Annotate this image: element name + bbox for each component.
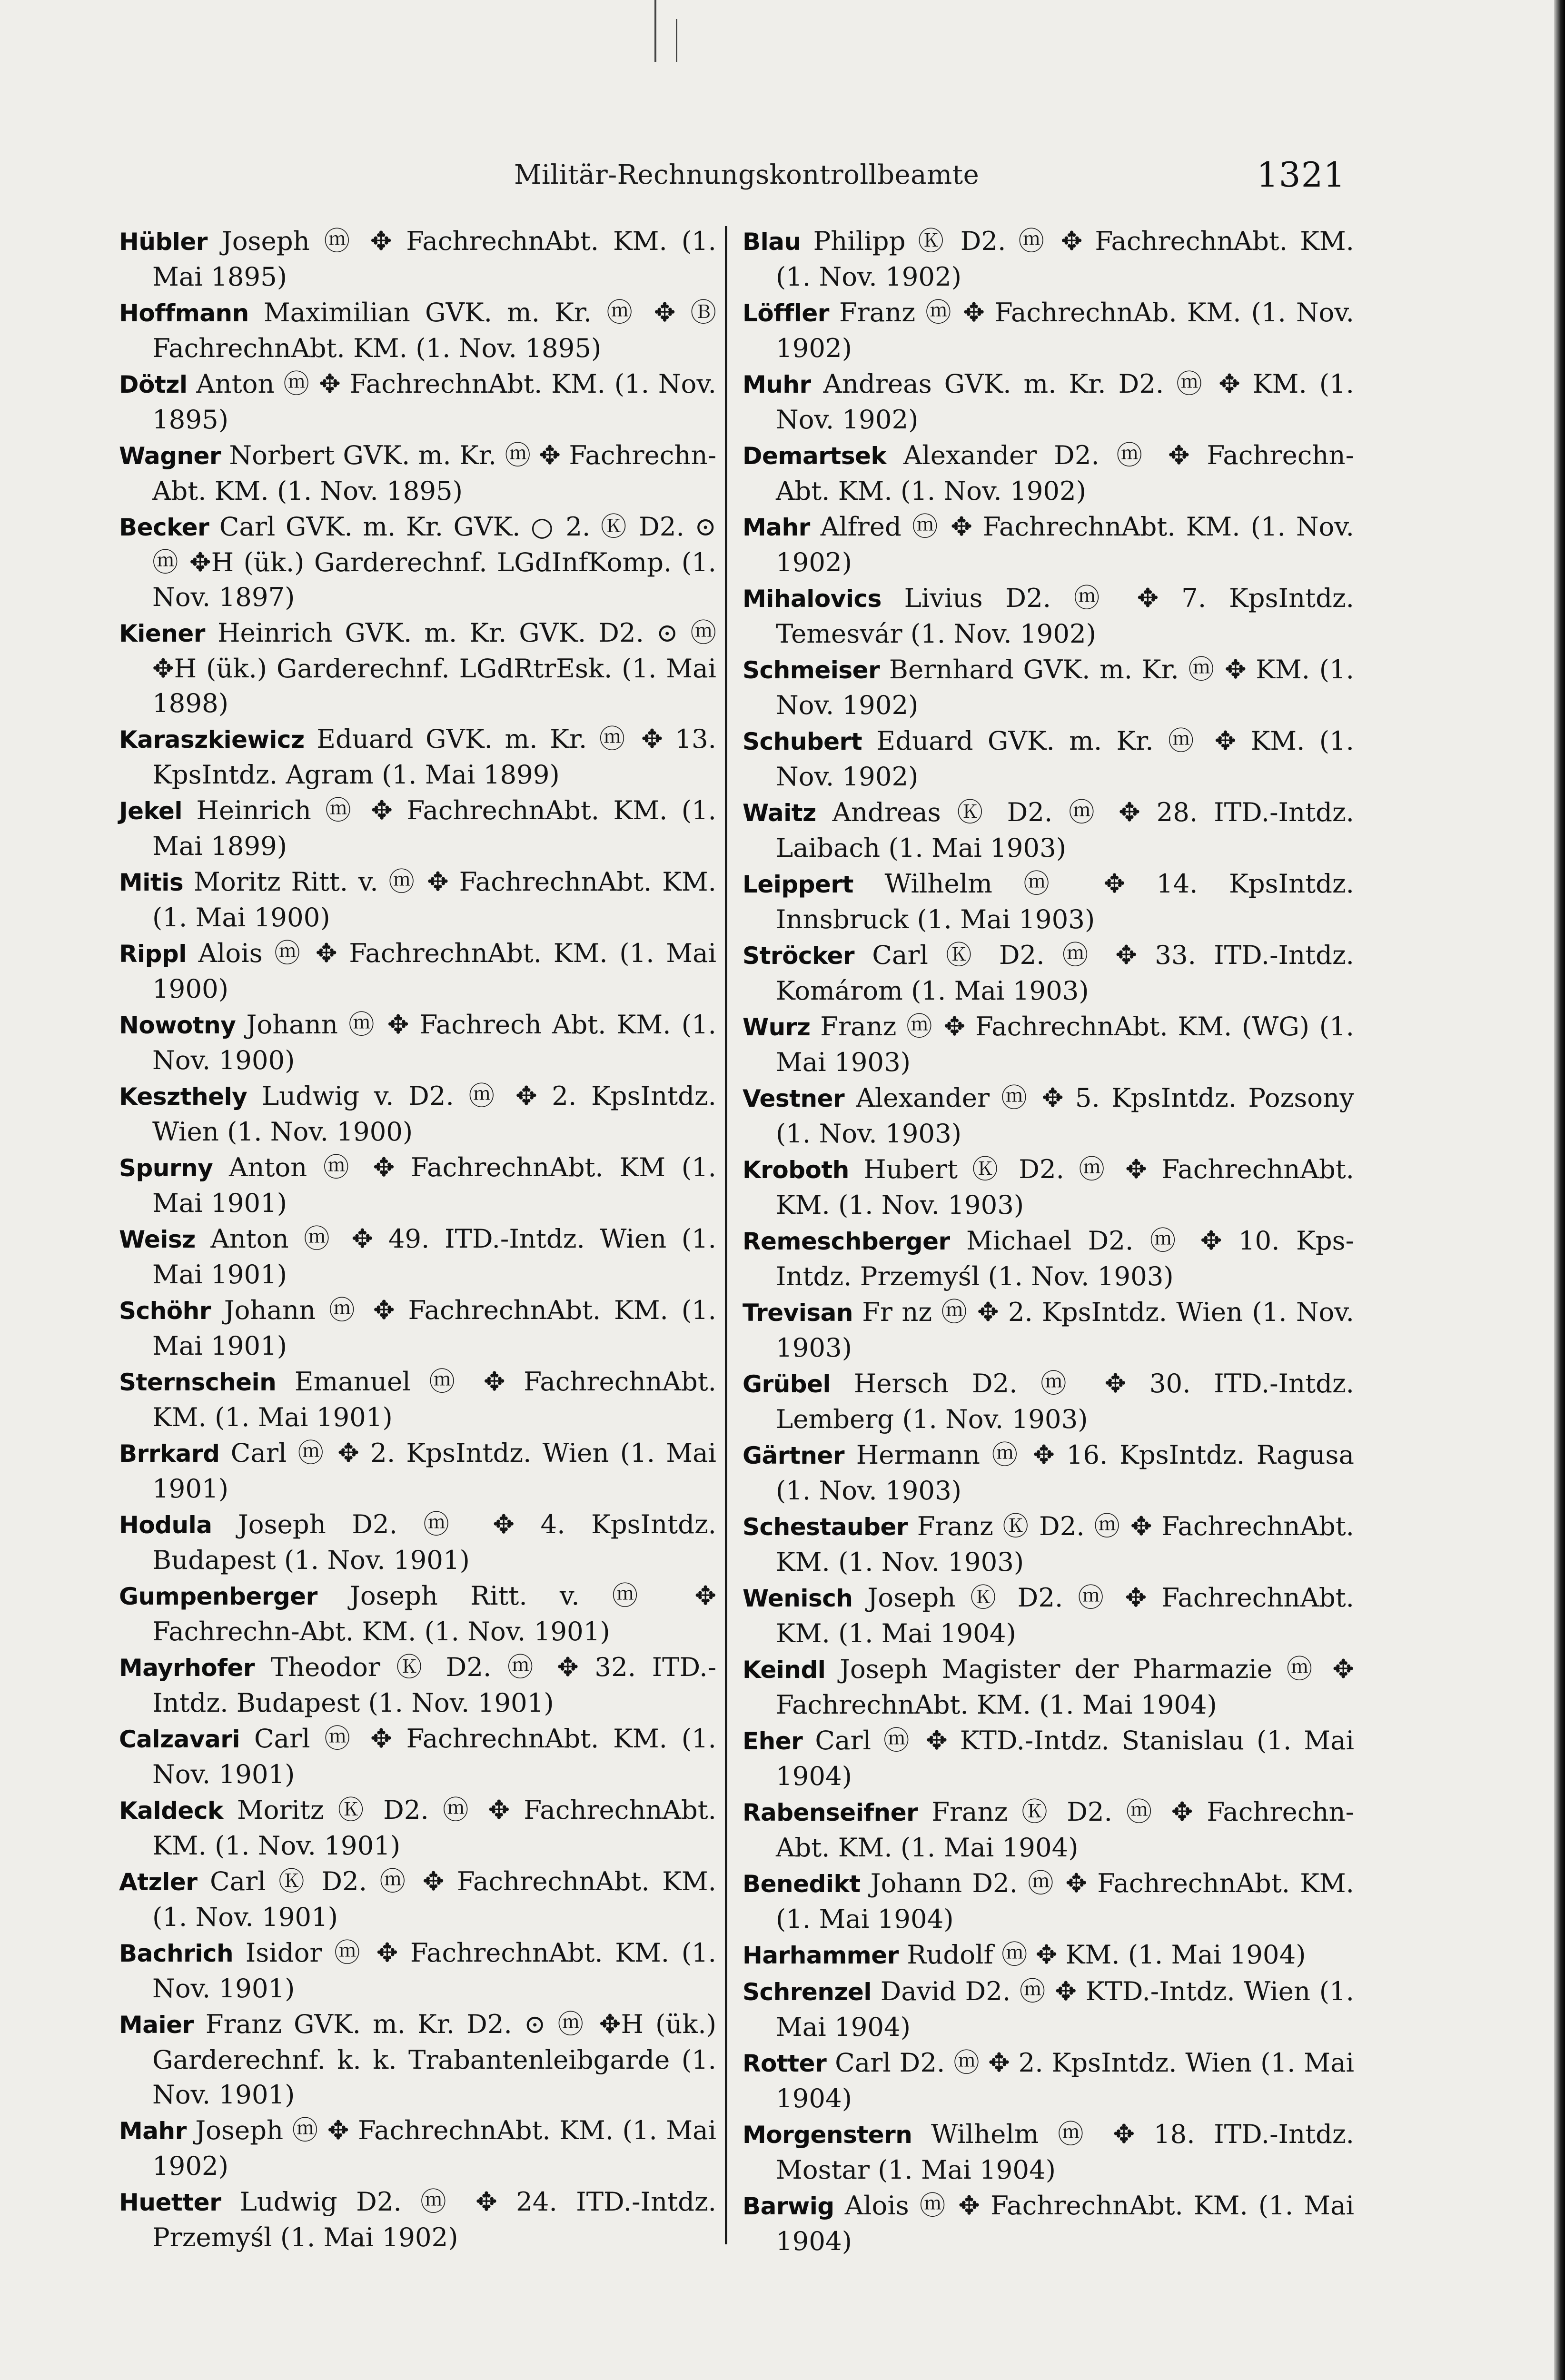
entry-details: Alexander ⓜ ✥ 5. KpsIntdz. Pozsony (1. Nov. 1903) — [776, 1082, 1363, 1149]
running-title: Militär-Rechnungskontrollbeamte — [514, 159, 980, 190]
entry-details: Wilhelm ⓜ ✥ 14. KpsIntdz. Innsbruck (1. Mai 1903) — [776, 868, 1363, 934]
entry-details: David D2. ⓜ ✥ KTD.-Intdz. Wien (1. Mai 1904) — [776, 1976, 1363, 2042]
entry-surname: Jekel — [119, 797, 182, 825]
register-entry — [743, 1723, 1363, 1794]
entry-surname: Leippert — [743, 871, 853, 898]
entry-surname: Brrkard — [119, 1440, 220, 1468]
entry-details: Norbert GVK. m. Kr. ⓜ ✥ Fachrechn-Abt. KM. (1. Nov. 1895) — [152, 440, 716, 506]
entry-details: Maximilian GVK. m. Kr. ⓜ ✥ Ⓑ FachrechnAbt. KM. (1. Nov. 1895) — [152, 297, 725, 363]
entry-details: Carl ⓜ ✥ 2. KpsIntdz. Wien (1. Mai 1901) — [152, 1438, 725, 1504]
entry-surname: Muhr — [743, 371, 811, 398]
entry-details: Eduard GVK. m. Kr. ⓜ ✥ 13. KpsIntdz. Agram (1. Mai 1899) — [152, 724, 725, 790]
entry-details: Philipp Ⓚ D2. ⓜ ✥ FachrechnAbt. KM. (1. Nov. 1902) — [776, 226, 1363, 292]
register-entry — [119, 1578, 725, 1649]
entry-surname: Keszthely — [119, 1083, 248, 1111]
entry-details: Johann D2. ⓜ ✥ FachrechnAbt. KM. (1. Mai 1904) — [776, 1868, 1363, 1934]
entry-details: Hubert Ⓚ D2. ⓜ ✥ FachrechnAbt. KM. (1. Nov. 1903) — [776, 1154, 1363, 1220]
entry-details: Isidor ⓜ ✥ FachrechnAbt. KM. (1. Nov. 1901) — [152, 1937, 725, 2003]
register-entry — [743, 1580, 1363, 1651]
register-entry — [119, 509, 725, 615]
register-entry — [743, 938, 1363, 1008]
register-entry — [743, 509, 1363, 580]
entry-details: Eduard GVK. m. Kr. ⓜ ✥ KM. (1. Nov. 1902) — [776, 725, 1363, 792]
entry-surname: Trevisan — [743, 1299, 853, 1327]
entry-details: Moritz Ⓚ D2. ⓜ ✥ FachrechnAbt. KM. (1. Nov. 1901) — [152, 1795, 725, 1861]
entry-surname: Barwig — [743, 2192, 834, 2220]
entry-details: Moritz Ritt. v. ⓜ ✥ FachrechnAbt. KM. (1. Mai 1900) — [152, 866, 725, 932]
register-entry — [743, 1081, 1363, 1151]
register-entry — [743, 1974, 1363, 2044]
entry-details: Johann ⓜ ✥ Fachrech Abt. KM. (1. Nov. 1900) — [152, 1009, 725, 1075]
entry-surname: Mitis — [119, 869, 184, 896]
register-entry — [119, 2184, 725, 2255]
register-entry — [119, 1079, 725, 1149]
register-entry — [743, 1223, 1354, 1294]
register-entry — [743, 1652, 1363, 1722]
register-entry — [119, 793, 725, 863]
entry-details: Heinrich GVK. m. Kr. GVK. D2. ⊙ ⓜ ✥H (ük.) Garderechnf. LGdRtrEsk. (1. Mai 1898) — [152, 617, 725, 718]
register-entry — [119, 1221, 725, 1292]
register-entry — [743, 295, 1363, 366]
register-entry — [119, 2007, 725, 2112]
entry-surname: Wenisch — [743, 1585, 853, 1612]
entry-surname: Maier — [119, 2011, 194, 2039]
entry-surname: Kiener — [119, 620, 205, 647]
register-entry — [743, 652, 1363, 723]
register-entry — [119, 615, 725, 721]
register-entry — [743, 1366, 1363, 1437]
entry-details: Franz GVK. m. Kr. D2. ⊙ ⓜ ✥H (ük.) Garderechnf. k. k. Trabantenleibgarde (1. Nov. 1901) — [152, 2009, 725, 2110]
entry-details: Emanuel ⓜ ✥ FachrechnAbt. KM. (1. Mai 1901) — [152, 1366, 725, 1432]
entry-surname: Ströcker — [743, 942, 855, 970]
entry-surname: Atzler — [119, 1868, 198, 1896]
entry-details: Rudolf ⓜ ✥ KM. (1. Mai 1904) — [907, 1939, 1306, 1970]
entry-details: Joseph Magister der Pharmazie ⓜ ✥ FachrechnAbt. KM. (1. Mai 1904) — [776, 1654, 1363, 1720]
entry-surname: Mahr — [119, 2117, 187, 2145]
entry-details: Joseph Ritt. v. ⓜ ✥ Fachrechn-Abt. KM. (1. Nov. 1901) — [152, 1580, 725, 1646]
entry-surname: Hodula — [119, 1511, 212, 1539]
register-entry — [743, 724, 1363, 794]
register-entry — [119, 1364, 725, 1435]
register-entry — [119, 1293, 725, 1363]
entry-surname: Calzavari — [119, 1726, 240, 1753]
entry-surname: Wagner — [119, 442, 221, 470]
entry-surname: Rabenseifner — [743, 1799, 918, 1826]
register-entry — [743, 1509, 1363, 1579]
entry-surname: Kaldeck — [119, 1797, 223, 1825]
entry-surname: Schubert — [743, 728, 862, 755]
entry-details: Alexander D2. ⓜ ✥ Fachrechn-Abt. KM. (1. Nov. 1902) — [776, 440, 1354, 506]
entry-surname: Vestner — [743, 1085, 845, 1112]
entry-details: Alfred ⓜ ✥ FachrechnAbt. KM. (1. Nov. 1902) — [776, 511, 1363, 577]
register-entry — [119, 936, 725, 1006]
entry-details: Joseph ⓜ ✥ FachrechnAbt. KM. (1. Mai 1902) — [152, 2115, 725, 2181]
entry-details: Joseph ⓜ ✥ FachrechnAbt. KM. (1. Mai 1895) — [152, 226, 725, 292]
entry-surname: Gärtner — [743, 1442, 845, 1469]
entry-surname: Rippl — [119, 940, 187, 968]
register-entry — [119, 295, 725, 366]
entry-details: Franz Ⓚ D2. ⓜ ✥ Fachrechn-Abt. KM. (1. Mai 1904) — [776, 1796, 1354, 1863]
register-entry — [119, 1793, 725, 1863]
register-entry — [743, 2188, 1363, 2259]
entry-surname: Bachrich — [119, 1940, 234, 1967]
entry-surname: Mahr — [743, 514, 810, 541]
entry-surname: Dötzl — [119, 371, 188, 398]
entry-details: Wilhelm ⓜ ✥ 18. ITD.-Intdz. Mostar (1. Mai 1904) — [776, 2119, 1363, 2185]
entry-surname: Sternschein — [119, 1368, 277, 1396]
register-entry — [743, 2045, 1363, 2116]
entry-surname: Karaszkiewicz — [119, 726, 305, 754]
register-entry — [743, 581, 1363, 651]
register-entry — [119, 1436, 725, 1506]
entry-details: Michael D2. ⓜ ✥ 10. Kps-Intdz. Przemyśl (1. Nov. 1903) — [776, 1225, 1354, 1291]
register-entry — [119, 722, 725, 792]
entry-details: Alois ⓜ ✥ FachrechnAbt. KM. (1. Mai 1900) — [152, 938, 725, 1004]
entry-surname: Schrenzel — [743, 1978, 872, 2006]
register-entry — [743, 1795, 1354, 1865]
register-entry — [743, 438, 1354, 508]
register-entry — [119, 1007, 725, 1078]
entry-surname: Nowotny — [119, 1012, 236, 1039]
left-column — [119, 224, 725, 2256]
entry-details: Ludwig D2. ⓜ ✥ 24. ITD.-Intdz. Przemyśl (1. Mai 1902) — [152, 2186, 725, 2252]
register-entry — [119, 1935, 725, 2006]
register-entry — [743, 367, 1363, 437]
register-entry — [743, 1295, 1363, 1365]
entry-details: Hermann ⓜ ✥ 16. KpsIntdz. Ragusa (1. Nov. 1903) — [776, 1439, 1363, 1506]
entry-details: Heinrich ⓜ ✥ FachrechnAbt. KM. (1. Mai 1899) — [152, 795, 725, 861]
page-number: 1321 — [1257, 155, 1346, 195]
entry-surname: Harhammer — [743, 1942, 899, 1969]
entry-surname: Schöhr — [119, 1297, 211, 1325]
entry-surname: Kroboth — [743, 1156, 849, 1184]
right-column — [743, 224, 1363, 2260]
entry-details: Anton ⓜ ✥ FachrechnAbt. KM (1. Mai 1901) — [152, 1152, 725, 1218]
entry-details: Franz Ⓚ D2. ⓜ ✥ FachrechnAbt. KM. (1. Nov. 1903) — [776, 1511, 1363, 1577]
entry-surname: Becker — [119, 514, 209, 541]
register-entry — [743, 2117, 1363, 2187]
entry-details: Carl D2. ⓜ ✥ 2. KpsIntdz. Wien (1. Mai 1904) — [776, 2047, 1363, 2113]
entry-details: Ludwig v. D2. ⓜ ✥ 2. KpsIntdz. Wien (1. Nov. 1900) — [152, 1081, 725, 1147]
register-entry — [119, 1864, 725, 1934]
register-entry — [743, 1866, 1363, 1936]
entry-surname: Benedikt — [743, 1870, 861, 1898]
entry-details: Carl GVK. m. Kr. GVK. ○ 2. Ⓚ D2. ⊙ ⓜ ✥H (ük.) Garderechnf. LGdInfKomp. (1. Nov. 1897) — [152, 511, 725, 612]
entry-surname: Eher — [743, 1727, 803, 1755]
entry-surname: Remeschberger — [743, 1228, 950, 1255]
register-entry — [743, 1009, 1363, 1080]
entry-surname: Mihalovics — [743, 585, 882, 613]
register-entry — [743, 1438, 1363, 1508]
register-entry — [119, 224, 725, 294]
register-entry — [743, 1152, 1363, 1222]
entry-details: Joseph D2. ⓜ ✥ 4. KpsIntdz. Budapest (1. Nov. 1901) — [152, 1509, 725, 1575]
register-entry — [743, 866, 1363, 937]
register-entry — [119, 367, 725, 437]
column-divider — [725, 226, 727, 2244]
entry-details: Fr nz ⓜ ✥ 2. KpsIntdz. Wien (1. Nov. 1903) — [776, 1297, 1363, 1363]
entry-details: Andreas Ⓚ D2. ⓜ ✥ 28. ITD.-Intdz. Laibach (1. Mai 1903) — [776, 797, 1363, 863]
scan-edge — [1554, 0, 1565, 2380]
entry-details: Franz ⓜ ✥ FachrechnAbt. KM. (WG) (1. Mai 1903) — [776, 1011, 1363, 1077]
entry-details: Livius D2. ⓜ ✥ 7. KpsIntdz. Temesvár (1. Nov. 1902) — [776, 583, 1363, 649]
entry-surname: Rotter — [743, 2050, 827, 2077]
entry-details: Carl ⓜ ✥ KTD.-Intdz. Stanislau (1. Mai 1904) — [776, 1725, 1363, 1791]
register-entry — [119, 1721, 725, 1792]
entry-surname: Morgenstern — [743, 2121, 912, 2149]
entry-surname: Löffler — [743, 299, 829, 327]
entry-surname: Mayrhofer — [119, 1654, 255, 1682]
entry-surname: Schmeiser — [743, 656, 880, 684]
entry-surname: Gumpenberger — [119, 1583, 317, 1610]
entry-surname: Weisz — [119, 1226, 196, 1253]
entry-surname: Keindl — [743, 1656, 826, 1684]
entry-surname: Hoffmann — [119, 299, 249, 327]
entry-details: Carl Ⓚ D2. ⓜ ✥ FachrechnAbt. KM. (1. Nov. 1901) — [152, 1866, 725, 1932]
register-entry — [119, 864, 725, 935]
entry-surname: Spurny — [119, 1154, 213, 1182]
register-entry — [743, 1937, 1354, 1973]
register-entry — [119, 1507, 725, 1577]
register-entry — [119, 1650, 716, 1720]
entry-details: Theodor Ⓚ D2. ⓜ ✥ 32. ITD.-Intdz. Budapest (1. Nov. 1901) — [152, 1652, 716, 1718]
entry-details: Bernhard GVK. m. Kr. ⓜ ✥ KM. (1. Nov. 1902) — [776, 654, 1363, 720]
entry-details: Carl Ⓚ D2. ⓜ ✥ 33. ITD.-Intdz. Komárom (1. Mai 1903) — [776, 940, 1363, 1006]
entry-surname: Schestauber — [743, 1513, 908, 1541]
register-entry — [743, 224, 1363, 294]
entry-surname: Hübler — [119, 228, 208, 256]
entry-details: Anton ⓜ ✥ 49. ITD.-Intdz. Wien (1. Mai 1901) — [152, 1223, 725, 1289]
register-entry — [119, 1150, 725, 1220]
scan-mark — [654, 0, 656, 62]
entry-details: Franz ⓜ ✥ FachrechnAb. KM. (1. Nov. 1902) — [776, 297, 1363, 363]
entry-details: Anton ⓜ ✥ FachrechnAbt. KM. (1. Nov. 1895) — [152, 368, 725, 435]
entry-surname: Grübel — [743, 1370, 831, 1398]
entry-details: Alois ⓜ ✥ FachrechnAbt. KM. (1. Mai 1904) — [776, 2190, 1363, 2256]
scan-mark — [676, 19, 677, 62]
entry-details: Carl ⓜ ✥ FachrechnAbt. KM. (1. Nov. 1901) — [152, 1723, 725, 1789]
entry-details: Johann ⓜ ✥ FachrechnAbt. KM. (1. Mai 1901) — [152, 1295, 725, 1361]
register-entry — [743, 795, 1363, 865]
register-entry — [119, 2113, 725, 2183]
entry-surname: Wurz — [743, 1013, 811, 1041]
entry-surname: Blau — [743, 228, 801, 256]
entry-details: Andreas GVK. m. Kr. D2. ⓜ ✥ KM. (1. Nov. 1902) — [776, 368, 1363, 435]
entry-surname: Huetter — [119, 2189, 221, 2216]
entry-surname: Demartsek — [743, 442, 887, 470]
entry-details: Joseph Ⓚ D2. ⓜ ✥ FachrechnAbt. KM. (1. Mai 1904) — [776, 1582, 1363, 1648]
entry-surname: Waitz — [743, 799, 816, 827]
register-entry — [119, 438, 716, 508]
entry-details: Hersch D2. ⓜ ✥ 30. ITD.-Intdz. Lemberg (1. Nov. 1903) — [776, 1368, 1363, 1434]
